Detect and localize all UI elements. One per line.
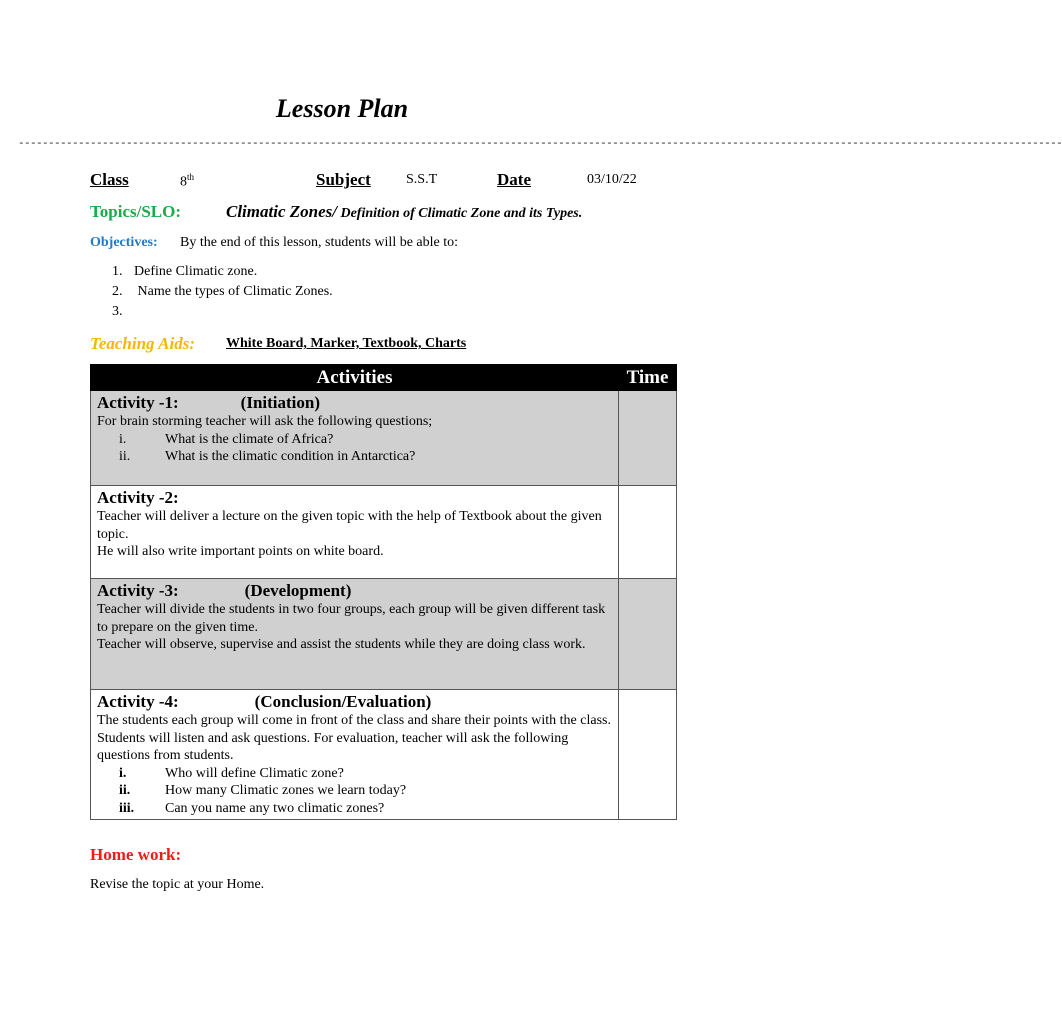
activity-text: Teacher will divide the students in two four groups, each group will be given different task to prepare on the given time. <box>97 602 606 635</box>
activity-text: Teacher will observe, supervise and assist the students while they are doing class work. <box>97 637 586 652</box>
page-title: Lesson Plan <box>275 94 409 123</box>
teaching-aids-value: White Board, Marker, Textbook, Charts <box>226 336 467 351</box>
question-item: iii. Can you name any two climatic zones? <box>119 800 385 816</box>
activities-header: Activities <box>91 365 619 391</box>
time-cell <box>619 579 677 690</box>
activity-text: Teacher will deliver a lecture on the given topic with the help of Textbook about the given topic. <box>97 509 602 542</box>
homework-label: Home work: <box>90 845 182 864</box>
table-row <box>91 486 677 579</box>
table-row <box>91 391 677 486</box>
objective-item: 1. Define Climatic zone. <box>112 264 258 279</box>
activity-title: Activity -1: (Initiation) <box>97 393 321 412</box>
date-label: Date <box>497 170 531 189</box>
divider-line: ------------------------------------------------------------------------------------------------------------------------------------------------------------------------------ <box>18 138 1062 150</box>
time-cell <box>619 486 677 579</box>
question-item: ii. What is the climatic condition in Antarctica? <box>119 449 416 464</box>
objectives-label: Objectives: <box>90 235 158 250</box>
topics-label: Topics/SLO: <box>90 202 182 221</box>
objective-item: 3. <box>112 304 123 319</box>
activity-text: He will also write important points on white board. <box>97 544 384 559</box>
activity-text: The students each group will come in front of the class and share their points with the class. Students will listen and ask questions. For evaluation, teacher will ask the following questions from students. <box>97 713 611 763</box>
activity-title: Activity -2: <box>97 488 179 507</box>
table-header-row <box>91 365 677 391</box>
topics-subtitle: Definition of Climatic Zone and its Types. <box>336 206 583 221</box>
subject-label: Subject <box>316 170 371 189</box>
time-header: Time <box>619 365 677 391</box>
table-row <box>91 690 677 820</box>
objectives-list <box>112 263 333 323</box>
class-superscript: th <box>187 172 195 182</box>
activity-title: Activity -3: (Development) <box>97 581 352 600</box>
time-cell <box>619 391 677 486</box>
date-value: 03/10/22 <box>587 172 637 187</box>
activity-cell <box>91 391 619 486</box>
topics-value: Climatic Zones/ Definition of Climatic Zone and its Types. <box>226 202 583 221</box>
teaching-aids-label: Teaching Aids: <box>90 334 196 353</box>
activities-table <box>90 364 677 820</box>
class-value: 8th <box>180 172 195 190</box>
activity-cell <box>91 486 619 579</box>
homework-text: Revise the topic at your Home. <box>90 877 265 892</box>
activity-title: Activity -4: (Conclusion/Evaluation) <box>97 692 432 711</box>
table-row <box>91 579 677 690</box>
objectives-intro: By the end of this lesson, students will be able to: <box>180 235 459 250</box>
activity-cell <box>91 579 619 690</box>
time-cell <box>619 690 677 820</box>
question-item: i. Who will define Climatic zone? <box>119 765 344 781</box>
objective-item: 2. Name the types of Climatic Zones. <box>112 284 333 299</box>
subject-value: S.S.T <box>406 172 438 187</box>
activity-cell <box>91 690 619 820</box>
question-item: i. What is the climate of Africa? <box>119 431 334 447</box>
activity-text: For brain storming teacher will ask the following questions; <box>97 414 433 429</box>
class-label: Class <box>90 170 129 189</box>
question-item: ii. How many Climatic zones we learn today? <box>119 783 407 798</box>
